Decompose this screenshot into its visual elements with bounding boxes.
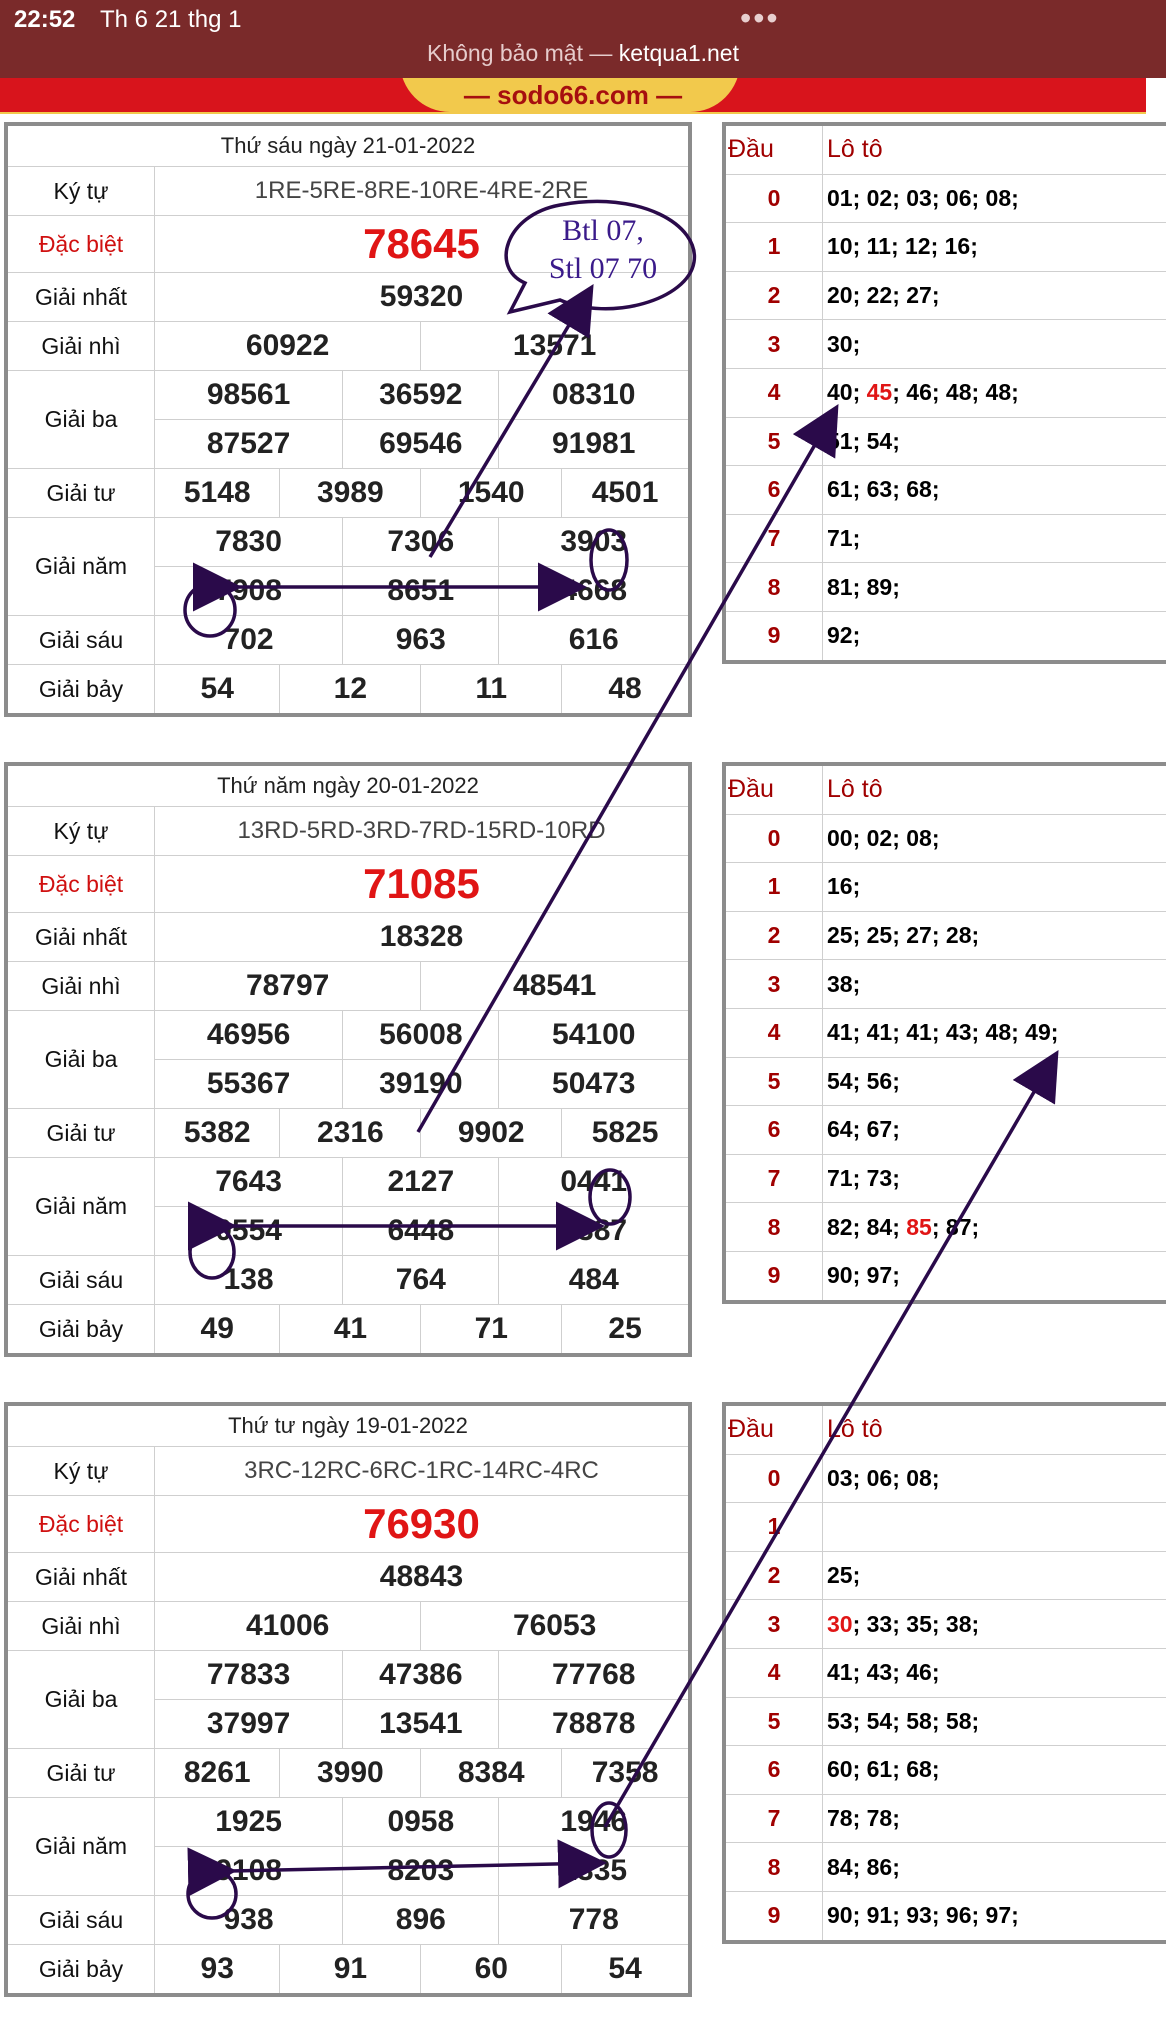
prize-value: 2316 bbox=[280, 1109, 421, 1158]
prize-value: 0441 bbox=[499, 1158, 690, 1207]
loto-head: 6 bbox=[724, 1106, 823, 1155]
highlight-number: 30 bbox=[827, 1610, 853, 1637]
prize-value: 4668 bbox=[499, 567, 690, 616]
label-g1: Giải nhất bbox=[6, 1553, 155, 1602]
prize-value: 98561 bbox=[155, 371, 343, 420]
highlight-number: 85 bbox=[906, 1213, 932, 1240]
kytu-value: 3RC-12RC-6RC-1RC-14RC-4RC bbox=[155, 1447, 691, 1496]
prize-value: 896 bbox=[343, 1896, 499, 1945]
loto-values: 54; 56; bbox=[823, 1057, 1166, 1106]
prize-value: 2127 bbox=[343, 1158, 499, 1207]
prize-value: 91981 bbox=[499, 420, 690, 469]
loto-values: 38; bbox=[823, 960, 1166, 1009]
loto-head: 2 bbox=[724, 271, 823, 320]
prize-value: 77768 bbox=[499, 1651, 690, 1700]
prize-value: 60 bbox=[421, 1945, 562, 1996]
label-db: Đặc biệt bbox=[6, 216, 155, 273]
loto-values: 30; 33; 35; 38; bbox=[823, 1600, 1166, 1649]
more-dots-icon[interactable]: ••• bbox=[740, 0, 780, 36]
circle-mark bbox=[591, 530, 627, 590]
loto-head: 6 bbox=[724, 466, 823, 515]
prize-value: 9108 bbox=[155, 1847, 343, 1896]
loto-values: 53; 54; 58; 58; bbox=[823, 1697, 1166, 1746]
prize-value: 55367 bbox=[155, 1060, 343, 1109]
prize-value: 76053 bbox=[421, 1602, 690, 1651]
special-prize: 76930 bbox=[155, 1496, 691, 1553]
link-arrow bbox=[605, 1056, 1055, 1827]
prize-value: 13571 bbox=[421, 322, 690, 371]
prize-value: 54 bbox=[155, 665, 280, 716]
loto-values: 64; 67; bbox=[823, 1106, 1166, 1155]
prize-value: 69546 bbox=[343, 420, 499, 469]
prize-value: 7830 bbox=[155, 518, 343, 567]
loto-values: 60; 61; 68; bbox=[823, 1746, 1166, 1795]
label-g2: Giải nhì bbox=[6, 322, 155, 371]
draw-date: Thứ sáu ngày 21-01-2022 bbox=[6, 124, 690, 167]
link-arrow bbox=[418, 410, 835, 1132]
label-g1: Giải nhất bbox=[6, 913, 155, 962]
prize-value: 18328 bbox=[155, 913, 691, 962]
prize-value: 48 bbox=[562, 665, 690, 716]
label-g6: Giải sáu bbox=[6, 1256, 155, 1305]
circle-mark bbox=[185, 584, 235, 636]
prize-value: 702 bbox=[155, 616, 343, 665]
loto-head: 3 bbox=[724, 320, 823, 369]
prize-value: 50473 bbox=[499, 1060, 690, 1109]
prize-value: 48843 bbox=[155, 1553, 691, 1602]
loto-head: 2 bbox=[724, 911, 823, 960]
prize-value: 8651 bbox=[343, 567, 499, 616]
prize-value: 13541 bbox=[343, 1700, 499, 1749]
annotation-line-2: Stl 07 70 bbox=[548, 252, 658, 285]
loto-head: 1 bbox=[724, 1503, 823, 1552]
label-g5: Giải năm bbox=[6, 1798, 155, 1896]
prize-value: 7358 bbox=[562, 1749, 690, 1798]
circle-mark bbox=[592, 1803, 626, 1857]
header-dau: Đầu bbox=[724, 1404, 823, 1454]
prize-value: 8261 bbox=[155, 1749, 280, 1798]
prize-value: 1925 bbox=[155, 1798, 343, 1847]
loto-head: 9 bbox=[724, 611, 823, 661]
loto-values: 61; 63; 68; bbox=[823, 466, 1166, 515]
loto-head: 5 bbox=[724, 1057, 823, 1106]
prize-value: 9902 bbox=[421, 1109, 562, 1158]
label-g3: Giải ba bbox=[6, 1011, 155, 1109]
circle-mark bbox=[590, 1170, 630, 1224]
label-kytu: Ký tự bbox=[6, 167, 155, 216]
prize-value: 87527 bbox=[155, 420, 343, 469]
prize-value: 3990 bbox=[280, 1749, 421, 1798]
prize-value: 54100 bbox=[499, 1011, 690, 1060]
status-time: 22:52 bbox=[14, 6, 76, 33]
loto-head: 0 bbox=[724, 814, 823, 863]
label-g7: Giải bảy bbox=[6, 1945, 155, 1996]
prize-value: 46956 bbox=[155, 1011, 343, 1060]
special-prize: 71085 bbox=[155, 856, 691, 913]
loto-values: 16; bbox=[823, 863, 1166, 912]
draw-date: Thứ năm ngày 20-01-2022 bbox=[6, 764, 690, 807]
loto-head: 2 bbox=[724, 1551, 823, 1600]
loto-values: 51; 54; bbox=[823, 417, 1166, 466]
loto-head: 1 bbox=[724, 223, 823, 272]
loto-head: 0 bbox=[724, 174, 823, 223]
header-loto: Lô tô bbox=[823, 1404, 1166, 1454]
prize-value: 78878 bbox=[499, 1700, 690, 1749]
label-g6: Giải sáu bbox=[6, 616, 155, 665]
loto-head: 4 bbox=[724, 1648, 823, 1697]
loto-head: 9 bbox=[724, 1251, 823, 1301]
prize-value: 41 bbox=[280, 1305, 421, 1356]
loto-values: 00; 02; 08; bbox=[823, 814, 1166, 863]
label-g1: Giải nhất bbox=[6, 273, 155, 322]
prize-value: 60922 bbox=[155, 322, 421, 371]
status-date: Th 6 21 thg 1 bbox=[100, 6, 242, 33]
prize-value: 938 bbox=[155, 1896, 343, 1945]
prize-value: 12 bbox=[280, 665, 421, 716]
prize-value: 6448 bbox=[343, 1207, 499, 1256]
prize-value: 77833 bbox=[155, 1651, 343, 1700]
label-g7: Giải bảy bbox=[6, 665, 155, 716]
prize-value: 93 bbox=[155, 1945, 280, 1996]
header-loto: Lô tô bbox=[823, 124, 1166, 174]
loto-values: 71; bbox=[823, 514, 1166, 563]
link-arrow bbox=[430, 290, 590, 557]
prize-value: 1540 bbox=[421, 469, 562, 518]
prize-value: 48541 bbox=[421, 962, 690, 1011]
prize-value: 764 bbox=[343, 1256, 499, 1305]
label-db: Đặc biệt bbox=[6, 856, 155, 913]
header-dau: Đầu bbox=[724, 124, 823, 174]
prize-value: 7908 bbox=[155, 567, 343, 616]
label-g2: Giải nhì bbox=[6, 962, 155, 1011]
prize-value: 54 bbox=[562, 1945, 690, 1996]
prize-value: 25 bbox=[562, 1305, 690, 1356]
loto-head: 1 bbox=[724, 863, 823, 912]
label-g3: Giải ba bbox=[6, 1651, 155, 1749]
label-g4: Giải tư bbox=[6, 1749, 155, 1798]
prize-value: 3989 bbox=[280, 469, 421, 518]
label-g6: Giải sáu bbox=[6, 1896, 155, 1945]
label-g5: Giải năm bbox=[6, 518, 155, 616]
loto-values: 25; 25; 27; 28; bbox=[823, 911, 1166, 960]
loto-head: 3 bbox=[724, 1600, 823, 1649]
loto-values: 41; 43; 46; bbox=[823, 1648, 1166, 1697]
prize-value: 9387 bbox=[499, 1207, 690, 1256]
prize-value: 7306 bbox=[343, 518, 499, 567]
prize-value: 91 bbox=[280, 1945, 421, 1996]
prize-value: 37997 bbox=[155, 1700, 343, 1749]
loto-values: 78; 78; bbox=[823, 1794, 1166, 1843]
circle-mark bbox=[188, 1870, 236, 1918]
prize-value: 47386 bbox=[343, 1651, 499, 1700]
loto-head: 5 bbox=[724, 1697, 823, 1746]
loto-values: 71; 73; bbox=[823, 1154, 1166, 1203]
kytu-value: 13RD-5RD-3RD-7RD-15RD-10RD bbox=[155, 807, 691, 856]
link-arrow bbox=[230, 1863, 600, 1871]
loto-values: 25; bbox=[823, 1551, 1166, 1600]
prize-value: 616 bbox=[499, 616, 690, 665]
loto-values: 10; 11; 12; 16; bbox=[823, 223, 1166, 272]
loto-head: 4 bbox=[724, 368, 823, 417]
prize-value: 49 bbox=[155, 1305, 280, 1356]
prize-value: 484 bbox=[499, 1256, 690, 1305]
prize-value: 963 bbox=[343, 616, 499, 665]
highlight-number: 45 bbox=[866, 379, 893, 406]
loto-head: 7 bbox=[724, 1154, 823, 1203]
circle-mark bbox=[190, 1226, 234, 1278]
loto-head: 7 bbox=[724, 514, 823, 563]
header-loto: Lô tô bbox=[823, 764, 1166, 814]
label-kytu: Ký tự bbox=[6, 807, 155, 856]
prize-value: 8203 bbox=[343, 1847, 499, 1896]
loto-values: 40; 45; 46; 48; 48; bbox=[823, 368, 1166, 417]
prize-value: 41006 bbox=[155, 1602, 421, 1651]
prize-value: 3903 bbox=[499, 518, 690, 567]
site-domain: ketqua1.net bbox=[618, 40, 739, 66]
prize-value: 8384 bbox=[421, 1749, 562, 1798]
prize-value: 0958 bbox=[343, 1798, 499, 1847]
prize-value: 0554 bbox=[155, 1207, 343, 1256]
prize-value: 39190 bbox=[343, 1060, 499, 1109]
header-dau: Đầu bbox=[724, 764, 823, 814]
loto-head: 8 bbox=[724, 1203, 823, 1252]
loto-head: 4 bbox=[724, 1008, 823, 1057]
loto-values: 01; 02; 03; 06; 08; bbox=[823, 174, 1166, 223]
loto-values: 03; 06; 08; bbox=[823, 1454, 1166, 1503]
annotation-line-1: Btl 07, bbox=[562, 214, 644, 247]
banner-brand: — sodo66.com — bbox=[463, 80, 683, 110]
loto-values: 92; bbox=[823, 611, 1166, 661]
label-g3: Giải ba bbox=[6, 371, 155, 469]
loto-head: 8 bbox=[724, 563, 823, 612]
loto-values: 30; bbox=[823, 320, 1166, 369]
loto-head: 8 bbox=[724, 1843, 823, 1892]
prize-value: 5148 bbox=[155, 469, 280, 518]
loto-head: 9 bbox=[724, 1891, 823, 1941]
prize-value: 1946 bbox=[499, 1798, 690, 1847]
prize-value: 11 bbox=[421, 665, 562, 716]
draw-date: Thứ tư ngày 19-01-2022 bbox=[6, 1404, 690, 1447]
kytu-value: 1RE-5RE-8RE-10RE-4RE-2RE bbox=[155, 167, 691, 216]
prize-value: 08310 bbox=[499, 371, 690, 420]
prize-value: 36592 bbox=[343, 371, 499, 420]
loto-head: 6 bbox=[724, 1746, 823, 1795]
insecure-label: Không bảo mật — bbox=[426, 40, 613, 66]
loto-head: 5 bbox=[724, 417, 823, 466]
label-g2: Giải nhì bbox=[6, 1602, 155, 1651]
label-g4: Giải tư bbox=[6, 1109, 155, 1158]
loto-head: 0 bbox=[724, 1454, 823, 1503]
loto-values: 82; 84; 85; 87; bbox=[823, 1203, 1166, 1252]
label-g7: Giải bảy bbox=[6, 1305, 155, 1356]
prize-value: 138 bbox=[155, 1256, 343, 1305]
prize-value: 4501 bbox=[562, 469, 690, 518]
prize-value: 71 bbox=[421, 1305, 562, 1356]
special-prize: 78645 bbox=[155, 216, 691, 273]
loto-values: 90; 97; bbox=[823, 1251, 1166, 1301]
label-db: Đặc biệt bbox=[6, 1496, 155, 1553]
loto-values: 81; 89; bbox=[823, 563, 1166, 612]
loto-values: 90; 91; 93; 96; 97; bbox=[823, 1891, 1166, 1941]
prize-value: 5825 bbox=[562, 1109, 690, 1158]
prize-value: 5382 bbox=[155, 1109, 280, 1158]
prize-value: 7643 bbox=[155, 1158, 343, 1207]
label-kytu: Ký tự bbox=[6, 1447, 155, 1496]
prize-value: 56008 bbox=[343, 1011, 499, 1060]
label-g4: Giải tư bbox=[6, 469, 155, 518]
loto-head: 3 bbox=[724, 960, 823, 1009]
loto-head: 7 bbox=[724, 1794, 823, 1843]
prize-value: 1335 bbox=[499, 1847, 690, 1896]
label-g5: Giải năm bbox=[6, 1158, 155, 1256]
loto-values: 84; 86; bbox=[823, 1843, 1166, 1892]
prize-value: 78797 bbox=[155, 962, 421, 1011]
loto-values: 41; 41; 41; 43; 48; 49; bbox=[823, 1008, 1166, 1057]
loto-values: 20; 22; 27; bbox=[823, 271, 1166, 320]
prize-value: 59320 bbox=[155, 273, 691, 322]
prize-value: 778 bbox=[499, 1896, 690, 1945]
